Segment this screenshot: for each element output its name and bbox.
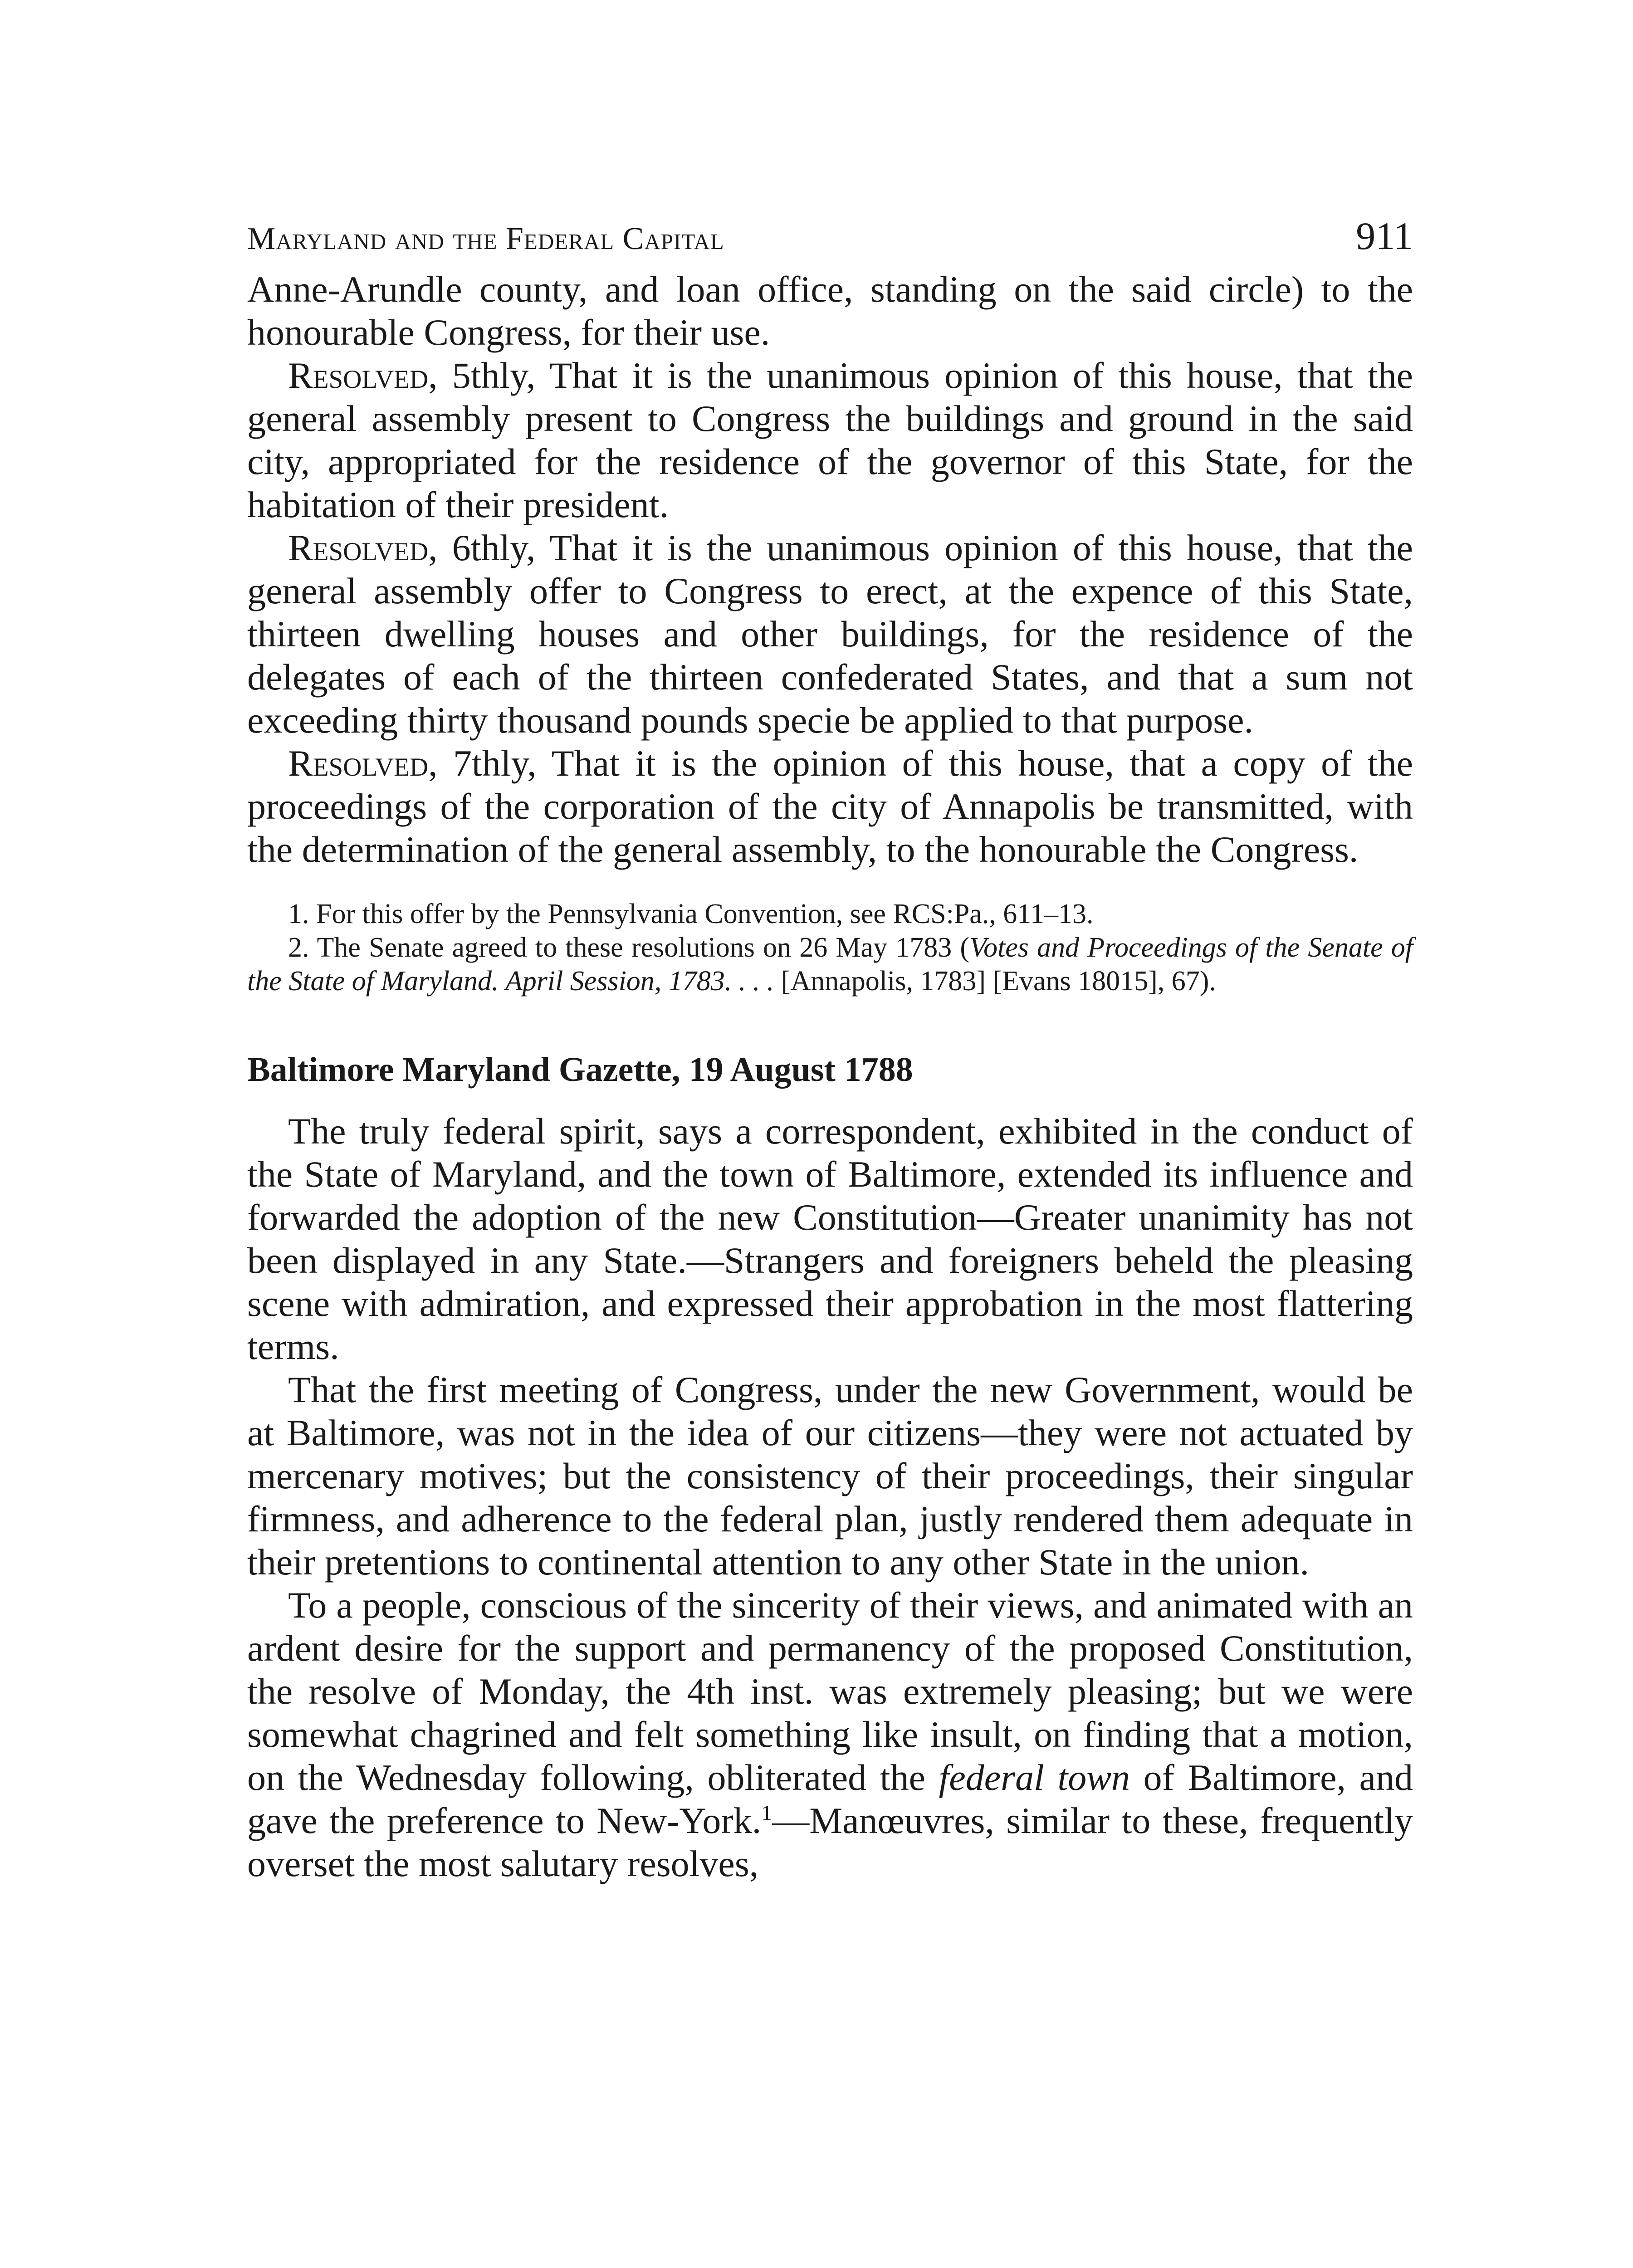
running-head [247, 213, 1413, 268]
resolved-lead: Resolved [288, 527, 429, 568]
paragraph-text: , 5thly, That it is the unanimous opinion of this house, that the general assembly present to Congress the buildings and ground in the said city, appropriated for the residence of the governor of this State, for the habitation of their president. [247, 355, 1413, 525]
paragraph-resolved-5thly [247, 354, 1413, 526]
paragraph-resolved-6thly [247, 526, 1413, 742]
resolved-lead: Resolved [288, 743, 429, 784]
gazette-paragraph-2: That the first meeting of Congress, under the new Government, would be at Baltimore, was not in the idea of our citizens—they were not actuated by mercenary motives; but the consistency of their proceedings, their singular firmness, and adherence to the federal plan, justly rendered them adequate in their pretentions to continental attention to any other State in the union. [247, 1369, 1413, 1583]
paragraph-text: of Baltimore, and gave the preference to New-York. [247, 1757, 1413, 1841]
gazette-paragraph-1: The truly federal spirit, says a correspondent, exhibited in the conduct of the State of Maryland, and the town of Baltimore, extended its influence and forwarded the adoption of the new Constitution—Greater unanimity has not been displayed in any State.—Strangers and foreigners beheld the pleasing scene with admiration, and expressed their approbation in the most flattering terms. [247, 1110, 1413, 1367]
resolved-lead: Resolved [288, 355, 429, 396]
section-heading: Baltimore Maryland Gazette, 19 August 1788 [247, 1051, 913, 1089]
running-title: Maryland and the Federal Capital [247, 221, 724, 256]
footnote-2-title: Votes and Proceedings of the Senate of the State of Maryland. April Session, 1783. . . . [247, 932, 1413, 997]
page-number: 911 [1356, 214, 1413, 258]
resolutions-text [247, 268, 1413, 871]
paragraph-continuation: Anne-Arundle county, and loan office, standing on the said circle) to the honourable Congress, for their use. [247, 269, 1413, 353]
paragraph-text: —Manœuvres, similar to these, frequently overset the most salutary resolves, [247, 1800, 1413, 1884]
footnotes [247, 897, 1413, 998]
gazette-text [247, 1110, 1413, 1885]
gazette-paragraph-3 [247, 1584, 1413, 1885]
document-page [247, 213, 1413, 1885]
footnote-2-text: 2. The Senate agreed to these resolutions on 26 May 1783 ( [288, 932, 970, 963]
italic-phrase: federal town [939, 1757, 1130, 1798]
footnote-1: 1. For this offer by the Pennsylvania Convention, see RCS:Pa., 611–13. [288, 899, 1094, 929]
paragraph-resolved-7thly [247, 742, 1413, 871]
footnote-2-text-end: [Annapolis, 1783] [Evans 18015], 67). [774, 966, 1216, 997]
footnote-2 [247, 931, 1413, 998]
footnote-marker: 1 [761, 1801, 772, 1825]
paragraph-text: To a people, conscious of the sincerity of their views, and animated with an ardent desire for the support and permanency of the proposed Constitution, the resolve of Monday, the 4th inst. was extremely pleasing; but we were somewhat chagrined and felt something like insult, on finding that a motion, on the Wednesday following, obliterated the [247, 1584, 1413, 1798]
paragraph-text: , 6thly, That it is the unanimous opinion of this house, that the general assembly offer to Congress to erect, at the expence of this State, thirteen dwelling houses and other buildings, for the residence of the delegates of each of the thirteen confederated States, and that a sum not exceeding thirty thousand pounds specie be applied to that purpose. [247, 527, 1413, 741]
paragraph-text: , 7thly, That it is the opinion of this house, that a copy of the proceedings of the corporation of the city of Annapolis be transmitted, with the determination of the general assembly, to the honourable the Congress. [247, 743, 1413, 870]
